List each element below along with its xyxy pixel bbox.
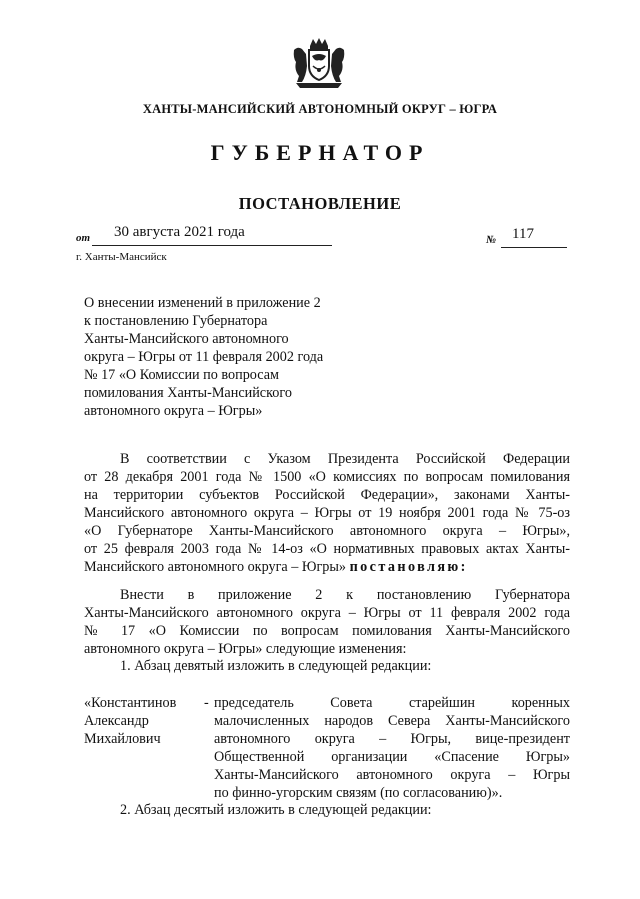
amendment-item-2: 2. Абзац десятый изложить в следующей редакции: [120, 802, 432, 818]
subject-line: округа – Югры от 11 февраля 2002 года [84, 349, 324, 365]
region-name: ХАНТЫ-МАНСИЙСКИЙ АВТОНОМНЫЙ ОКРУГ – ЮГРА [142, 102, 498, 116]
issue-city: г. Ханты-Мансийск [76, 251, 167, 263]
member-position [214, 694, 570, 802]
subject-line: № 17 «О Комиссии по вопросам [84, 367, 279, 383]
paragraph-line: Внести в приложение 2 к постановлению Губернатора [120, 587, 570, 603]
paragraph-line-text: Мансийского автономного округа – Югры» [84, 559, 347, 575]
date-prefix: от [76, 232, 91, 244]
paragraph-line: от 25 февраля 2003 года № 14-оз «О нормативных правовых актах Ханты- [84, 541, 570, 557]
position-line: Общественной организации «Спасение Югры» [214, 749, 570, 765]
paragraph-line: № 17 «О Комиссии по вопросам помилования Ханты-Мансийского [84, 623, 570, 639]
paragraph-line: В соответствии с Указом Президента Российской Федерации [120, 451, 570, 467]
paragraph-line [84, 558, 570, 576]
position-line: Ханты-Мансийского автономного округа – Югры [214, 767, 570, 783]
preamble-paragraph [84, 450, 570, 576]
paragraph-line: Ханты-Мансийского автономного округа – Югры от 11 февраля 2002 года [84, 605, 570, 621]
resolution-paragraph [84, 586, 570, 658]
coat-of-arms-icon [290, 36, 348, 90]
member-dash: - [204, 695, 209, 711]
subject-line: О внесении изменений в приложение 2 [84, 295, 321, 311]
subject-line: к постановлению Губернатора [84, 313, 268, 329]
subject-line: помилования Ханты-Мансийского [84, 385, 292, 401]
document-type: ПОСТАНОВЛЕНИЕ [238, 194, 402, 213]
paragraph-line: Мансийского автономного округа – Югры от 19 ноября 2001 года № 75-оз [84, 505, 570, 521]
document-date: 30 августа 2021 года [114, 224, 245, 240]
amendment-item-1: 1. Абзац девятый изложить в следующей редакции: [120, 658, 432, 674]
subject-line: автономного округа – Югры» [84, 403, 263, 419]
position-line: малочисленных народов Севера Ханты-Мансийского [214, 713, 570, 729]
issuer-title: ГУБЕРНАТОР [210, 140, 430, 165]
position-line: автономного округа – Югры, вице-президент [214, 731, 570, 747]
subject-line: Ханты-Мансийского автономного [84, 331, 289, 347]
position-line: председатель Совета старейшин коренных [214, 695, 570, 711]
member-name-line: «Константинов [84, 695, 177, 711]
paragraph-line: на территории субъектов Российской Федерации», законами Ханты- [84, 487, 570, 503]
date-number-row [76, 224, 576, 248]
paragraph-line: от 28 декабря 2001 года № 1500 «О комиссиях по вопросам помилования [84, 469, 570, 485]
date-underline [92, 245, 332, 246]
document-subject [84, 294, 384, 420]
resolve-word: постановляю: [349, 559, 468, 575]
paragraph-line: автономного округа – Югры» следующие изменения: [84, 641, 407, 657]
position-line: по финно-угорским связям (по согласованию)». [214, 785, 503, 801]
document-number: 117 [512, 226, 534, 242]
member-name [84, 694, 204, 748]
number-underline [501, 247, 567, 248]
number-prefix: № [486, 234, 497, 246]
member-name-line: Александр [84, 713, 149, 729]
member-name-line: Михайлович [84, 731, 161, 747]
paragraph-line: «О Губернаторе Ханты-Мансийского автономного округа – Югры», [84, 523, 570, 539]
